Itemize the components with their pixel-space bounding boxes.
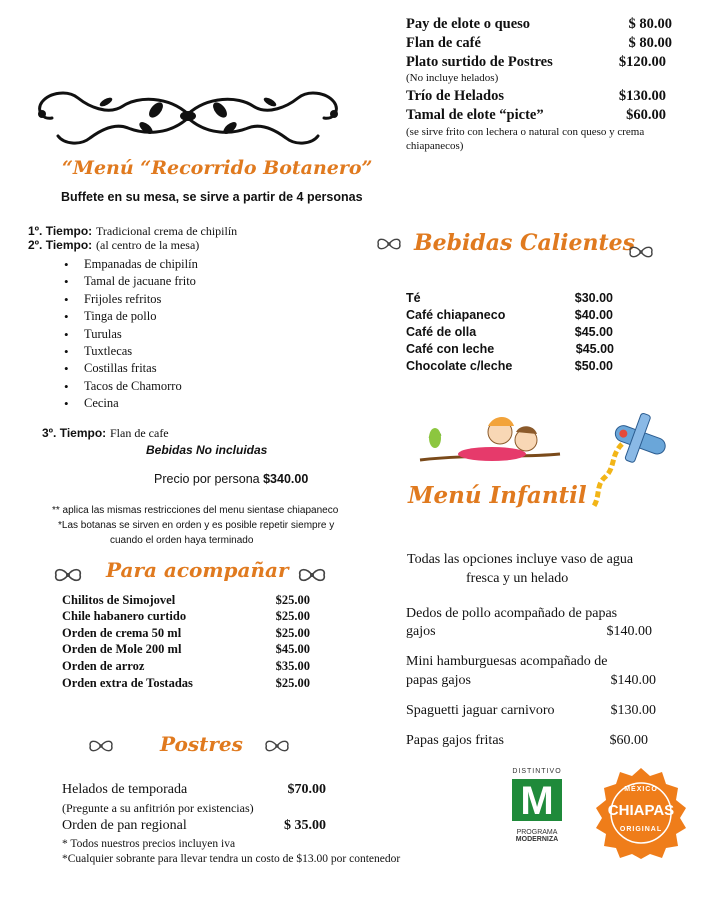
footnote-contenedor: *Cualquier sobrante para llevar tendra un costo de $13.00 por contenedor bbox=[62, 853, 401, 865]
chiapas-logo-top: MÉXICO bbox=[624, 786, 658, 793]
menu-item: Tamal de elote “picte” $60.00 bbox=[406, 107, 666, 123]
menu-item: Chilitos de Simojovel $25.00 bbox=[62, 593, 310, 607]
tiempo-2-list bbox=[64, 256, 198, 413]
postre-item: Orden de pan regional $ 35.00 bbox=[62, 818, 326, 833]
menu-item: Café con leche $45.00 bbox=[406, 342, 614, 356]
bebidas-calientes-title: Bebidas Calientes bbox=[414, 230, 636, 256]
list-item: • Empanadas de chipilín bbox=[64, 256, 198, 273]
bow-ornament-icon bbox=[626, 244, 656, 260]
list-item: • Costillas fritas bbox=[64, 360, 198, 377]
menu-item: Orden de crema 50 ml $25.00 bbox=[62, 626, 310, 640]
menu-item: Orden de arroz $35.00 bbox=[62, 659, 310, 673]
list-item: • Tuxtlecas bbox=[64, 343, 198, 360]
menu-item: Café chiapaneco $40.00 bbox=[406, 308, 613, 322]
postre-item: Helados de temporada $70.00 bbox=[62, 782, 326, 797]
infantil-item: papas gajos $140.00 bbox=[406, 673, 656, 688]
item-note: (No incluye helados) bbox=[406, 72, 499, 84]
list-item: • Tacos de Chamorro bbox=[64, 378, 198, 395]
bow-ornament-icon bbox=[374, 236, 404, 252]
menu-item: Pay de elote o queso $ 80.00 bbox=[406, 16, 672, 32]
restriction-note: ** aplica las mismas restricciones del menu sientase chiapaneco bbox=[52, 505, 339, 516]
para-acompanar-title: Para acompañar bbox=[106, 558, 289, 582]
menu-item: Orden extra de Tostadas $25.00 bbox=[62, 676, 310, 690]
list-item: • Turulas bbox=[64, 326, 198, 343]
menu-item: Chile habanero curtido $25.00 bbox=[62, 609, 310, 623]
menu-item: Trío de Helados $130.00 bbox=[406, 88, 666, 104]
infantil-intro-2: fresca y un helado bbox=[466, 571, 569, 586]
list-item: • Cecina bbox=[64, 395, 198, 412]
item-note: (se sirve frito con lechera o natural con queso y crema chiapanecos) bbox=[406, 126, 645, 152]
tiempo-1: 1º. Tiempo: Tradicional crema de chipilín bbox=[28, 224, 238, 238]
flourish-ornament bbox=[28, 76, 348, 156]
chiapas-logo-bottom: ORIGINAL bbox=[619, 826, 663, 833]
order-note: *Las botanas se sirven en orden y es posible repetir siempre y bbox=[58, 520, 335, 531]
infantil-intro: Todas las opciones incluye vaso de agua bbox=[407, 552, 634, 567]
menu-item: Café de olla $45.00 bbox=[406, 325, 613, 339]
bebidas-note: Bebidas No incluidas bbox=[146, 443, 268, 457]
list-item: • Tinga de pollo bbox=[64, 308, 198, 325]
infantil-item: Spaguetti jaguar carnivoro $130.00 bbox=[406, 703, 656, 718]
menu-item: Orden de Mole 200 ml $45.00 bbox=[62, 642, 310, 656]
menu-recorrido-title: “Menú “Recorrido Botanero” bbox=[62, 157, 373, 179]
infantil-item-line1: Dedos de pollo acompañado de papas bbox=[406, 606, 618, 621]
distintivo-m-logo: DISTINTIVO M PROGRAMA MODERNIZA bbox=[512, 768, 562, 843]
chiapas-logo-main: CHIAPAS bbox=[607, 802, 675, 819]
postres-title: Postres bbox=[160, 732, 243, 756]
bow-ornament-icon bbox=[86, 738, 116, 754]
infantil-item: Papas gajos fritas $60.00 bbox=[406, 733, 648, 748]
menu-item: Chocolate c/leche $50.00 bbox=[406, 359, 613, 373]
bow-ornament-icon bbox=[296, 566, 328, 584]
infantil-item-line1: Mini hamburguesas acompañado de bbox=[406, 654, 608, 669]
infantil-item: gajos $140.00 bbox=[406, 624, 652, 639]
menu-infantil-title: Menú Infantil bbox=[408, 482, 587, 509]
tiempo-3: 3º. Tiempo: Flan de cafe bbox=[42, 426, 169, 440]
menu-item: Flan de café $ 80.00 bbox=[406, 35, 672, 51]
order-note-2: cuando el orden haya terminado bbox=[110, 535, 254, 546]
postre-note: (Pregunte a su anfitrión por existencias) bbox=[62, 801, 254, 815]
list-item: • Frijoles refritos bbox=[64, 291, 198, 308]
list-item: • Tamal de jacuane frito bbox=[64, 273, 198, 290]
precio-por-persona: Precio por persona $340.00 bbox=[154, 472, 309, 486]
footnote-iva: * Todos nuestros precios incluyen iva bbox=[62, 838, 236, 850]
menu-item: Té $30.00 bbox=[406, 291, 613, 305]
menu-recorrido-subtitle: Buffete en su mesa, se sirve a partir de 4 personas bbox=[61, 190, 363, 204]
menu-item: Plato surtido de Postres $120.00 bbox=[406, 54, 666, 70]
tiempo-2: 2º. Tiempo: (al centro de la mesa) bbox=[28, 238, 200, 252]
bow-ornament-icon bbox=[52, 566, 84, 584]
bow-ornament-icon bbox=[262, 738, 292, 754]
